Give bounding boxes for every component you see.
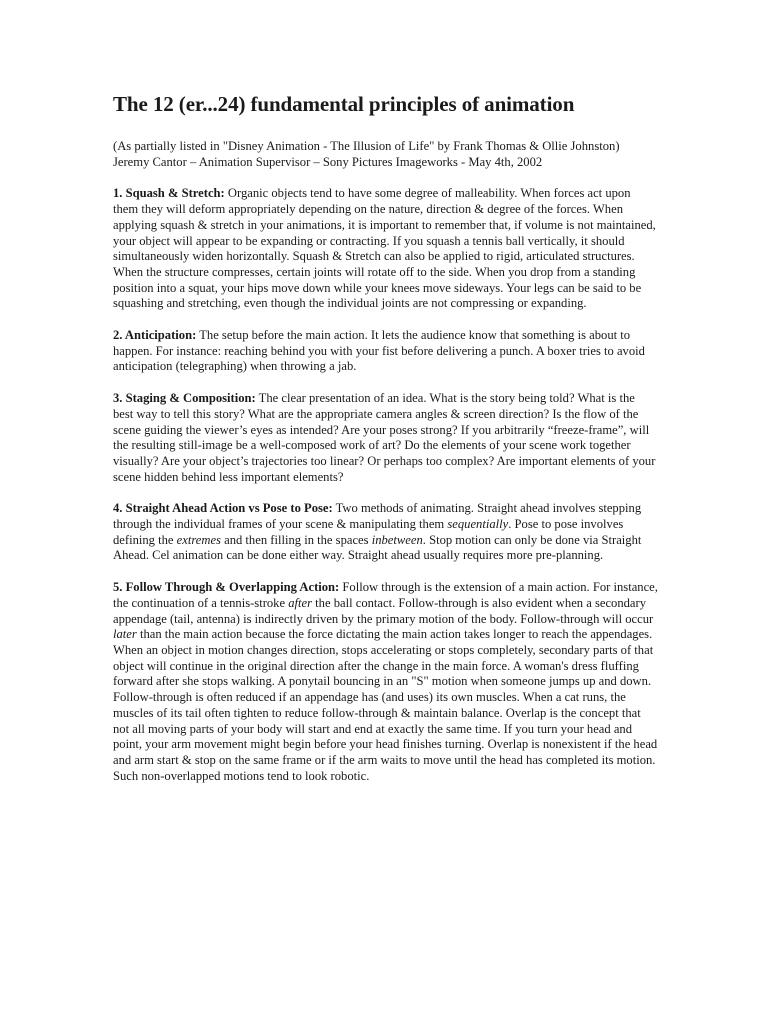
body-text: the ball contact. Follow-through is also evident when a secondary appendage (tail, antenna) is indirectly driven by the primary motion of the body. Follow-through will occur — [113, 595, 654, 626]
principle-heading: 5. Follow Through & Overlapping Action: — [113, 580, 340, 595]
principle-heading: 3. Staging & Composition: — [113, 391, 256, 406]
principle-section — [113, 580, 658, 784]
principle-heading: 2. Anticipation: — [113, 328, 197, 343]
principle-section — [113, 501, 658, 564]
body-text: The setup before the main action. It lets the audience know that something is about to happen. For instance: reaching behind you with your fist before delivering a punch. A boxer tries to avoid anticipation (telegraphing) when throwing a jab. — [113, 328, 645, 374]
body-text: . Pose to pose involves defining the — [113, 517, 624, 547]
emphasis-text: extremes — [176, 532, 221, 547]
body-text: than the main action because the force dictating the main action takes longer to reach the appendages. When an object in motion changes direction, stops accelerating or stops completely, secondary parts of that object will continue in the original direction after the change in the main force. A woman's dress fluffing forward after she stops walking. A ponytail bouncing in an "S" motion when someone jumps up and down. Follow-through is often reduced if an appendage has (and uses) its own muscles. When a cat runs, the muscles of its tail often tighten to reduce follow-through & maintain balance. Overlap is the concept that not all moving parts of your body will start and end at exactly the same time. If you turn your head and point, your arm movement might begin before your head finishes turning. Overlap is nonexistent if the head and arm start & stop on the same frame or if the arm waits to move until the head has completed its motion. Such non-overlapped motions tend to look robotic. — [113, 627, 658, 783]
principle-section — [113, 328, 658, 375]
principle-section — [113, 186, 658, 312]
principle-heading: 4. Straight Ahead Action vs Pose to Pose: — [113, 501, 333, 516]
body-text: Organic objects tend to have some degree of malleability. When forces act upon them they will deform appropriately depending on the nature, direction & degree of the forces. When applying squash & stretch in your animations, it is important to remember that, if volume is not maintained, your object will appear to be expanding or contracting. If you squash a tennis ball vertically, it should simultaneously widen horizontally. Squash & Stretch can also be applied to rigid, articulated structures. When the structure compresses, certain joints will rotate off to the side. When you drop from a standing position into a squat, your hips move down while your knees move sideways. Your legs can be said to be squashing and stretching, even though the individual joints are not compressing or expanding. — [113, 186, 656, 311]
body-text: . Stop motion can only be done via Straight Ahead. Cel animation can be done either way. Straight ahead usually requires more pre-planning. — [113, 532, 642, 563]
document-meta — [113, 139, 658, 170]
author-line: Jeremy Cantor – Animation Supervisor – Sony Pictures Imageworks - May 4th, 2002 — [113, 154, 543, 169]
body-text: and then filling in the spaces — [220, 532, 372, 547]
body-text: Follow through is the extension of a main action. For instance, the continuation of a tennis-stroke — [113, 580, 658, 610]
emphasis-text: after — [288, 595, 313, 610]
source-line: (As partially listed in "Disney Animation - The Illusion of Life" by Frank Thomas & Ollie Johnston) — [113, 139, 620, 153]
body-text: The clear presentation of an idea. What is the story being told? What is the best way to tell this story? What are the appropriate camera angles & screen direction? Is the flow of the scene guiding the viewer’s eyes as intended? Are your poses strong? If you arbitrarily “freeze-frame”, will the resulting still-image be a well-composed work of art? Do the elements of your scene work together visually? Are your object’s trajectories too linear? Or perhaps too complex? Are important elements of your scene hidden behind less important elements? — [113, 391, 656, 484]
emphasis-text: sequentially — [447, 517, 509, 532]
principle-section — [113, 391, 658, 485]
body-text: Two methods of animating. Straight ahead involves stepping through the individual frames of your scene & manipulating them — [113, 501, 642, 532]
principles-list — [113, 186, 658, 784]
principle-heading: 1. Squash & Stretch: — [113, 186, 225, 201]
page-title: The 12 (er...24) fundamental principles of animation — [113, 92, 575, 116]
emphasis-text: inbetween — [371, 532, 423, 547]
emphasis-text: later — [113, 627, 137, 642]
